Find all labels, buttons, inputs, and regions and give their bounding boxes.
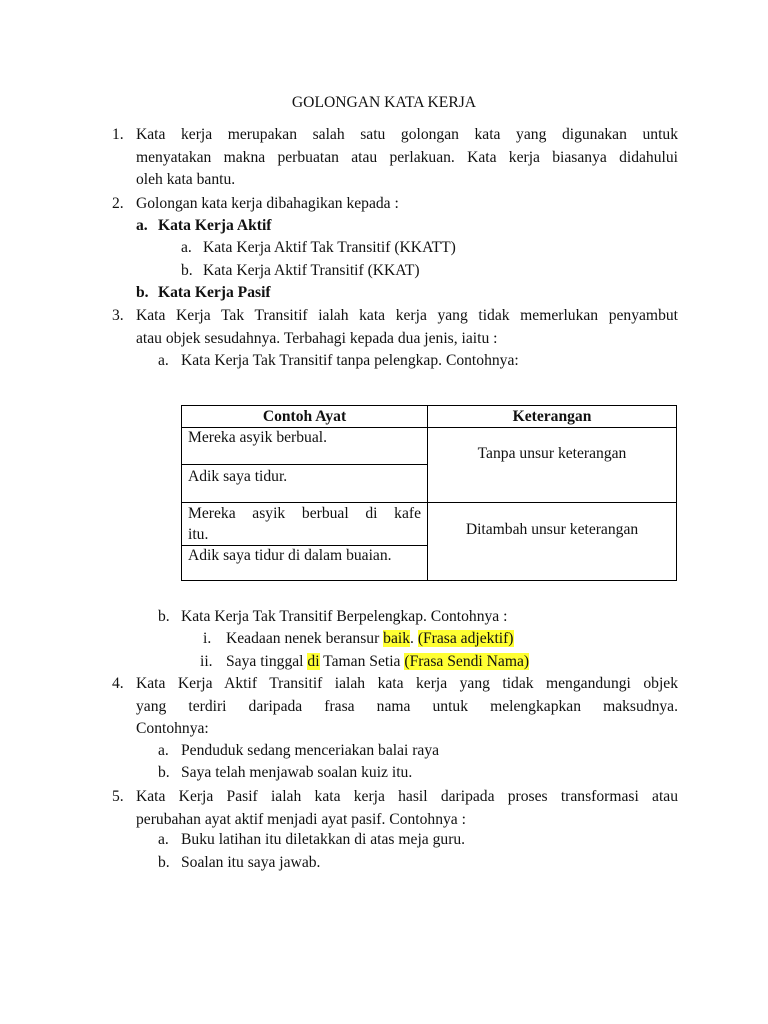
item-3-number: 3. [112, 307, 124, 324]
item-3-a-text: Kata Kerja Tak Transitif tanpa pelengkap. Contohnya: [181, 352, 519, 369]
table-cell-example-3: Mereka asyik berbual di kafe [188, 505, 421, 522]
table-row-divider [182, 464, 427, 465]
example-ii-highlight-word: di [307, 653, 320, 670]
example-ii-highlight-phrase: (Frasa Sendi Nama) [404, 653, 530, 670]
example-ii-pre: Saya tinggal [226, 653, 308, 670]
item-1-line-3: oleh kata bantu. [136, 171, 236, 188]
item-2-number: 2. [112, 195, 124, 212]
item-5-a-text: Buku latihan itu diletakkan di atas meja guru. [181, 831, 466, 848]
item-5-line-2: perubahan ayat aktif menjadi ayat pasif. Contohnya : [136, 810, 466, 828]
item-4-number: 4. [112, 675, 124, 692]
item-5-number: 5. [112, 788, 124, 805]
table-note-2: Ditambah unsur keterangan [465, 521, 639, 538]
item-5-b-label: b. [158, 854, 170, 871]
item-2-text: Golongan kata kerja dibahagikan kepada : [136, 195, 399, 212]
table-note-1: Tanpa unsur keterangan [477, 445, 627, 462]
item-4-a-text: Penduduk sedang menceriakan balai raya [181, 742, 440, 759]
item-5-text [136, 786, 678, 831]
example-ii-text [226, 651, 529, 674]
item-2-a-label: a. [136, 217, 148, 234]
table-column-divider [427, 406, 428, 580]
table-header-keterangan: Keterangan [512, 408, 592, 425]
item-1-line-1: Kata kerja merupakan salah satu golongan kata yang digunakan untuk [136, 126, 678, 143]
item-2-a-sub-a-text: Kata Kerja Aktif Tak Transitif (KKATT) [203, 239, 456, 256]
item-4-line-2: yang terdiri daripada frasa nama untuk melengkapkan maksudnya. [136, 697, 678, 715]
item-3-b-label: b. [158, 608, 170, 625]
table-cell-example-1: Mereka asyik berbual. [188, 429, 327, 446]
item-4-line-1: Kata Kerja Aktif Transitif ialah kata kerja yang tidak mengandungi objek [136, 675, 678, 692]
table-header-contoh-ayat: Contoh Ayat [262, 408, 347, 425]
item-1-number: 1. [112, 126, 124, 143]
item-5-a-label: a. [158, 831, 169, 848]
example-ii-mid: Taman Setia [319, 653, 405, 670]
example-i-highlight-word: baik [383, 630, 411, 647]
item-4-b-label: b. [158, 764, 170, 781]
item-1-text [136, 124, 678, 192]
item-2-b-label: b. [136, 284, 149, 301]
example-i-highlight-phrase: (Frasa adjektif) [417, 630, 514, 647]
item-2-b-heading: Kata Kerja Pasif [158, 284, 271, 301]
item-1-line-2: menyatakan makna perbuatan atau perlakuan. Kata kerja biasanya didahului [136, 148, 678, 166]
table-cell-example-4: Adik saya tidur di dalam buaian. [188, 547, 392, 564]
item-2-a-sub-a-label: a. [181, 239, 192, 256]
example-i-mid: . [410, 630, 418, 647]
example-i-pre: Keadaan nenek beransur [226, 630, 384, 647]
item-4-text [136, 673, 678, 741]
item-2-a-heading: Kata Kerja Aktif [158, 217, 272, 234]
item-5-b-text: Soalan itu saya jawab. [181, 854, 321, 871]
item-3-line-1: Kata Kerja Tak Transitif ialah kata kerja yang tidak memerlukan penyambut [136, 307, 678, 324]
item-3-b-text: Kata Kerja Tak Transitif Berpelengkap. Contohnya : [181, 608, 508, 625]
item-4-a-label: a. [158, 742, 169, 759]
item-3-line-2: atau objek sesudahnya. Terbahagi kepada dua jenis, iaitu : [136, 329, 498, 347]
item-5-line-1: Kata Kerja Pasif ialah kata kerja hasil daripada proses transformasi atau [136, 788, 678, 805]
example-ii-label: ii. [200, 653, 213, 670]
item-4-line-3: Contohnya: [136, 720, 209, 737]
item-3-a-label: a. [158, 352, 169, 369]
item-2-a-sub-b-text: Kata Kerja Aktif Transitif (KKAT) [203, 262, 420, 279]
item-3-text [136, 305, 678, 350]
example-i-label: i. [203, 630, 212, 647]
table-cell-example-2: Adik saya tidur. [188, 468, 288, 485]
page-title: GOLONGAN KATA KERJA [291, 94, 477, 111]
table-cell-example-3-cont: itu. [188, 526, 209, 543]
example-i-text [226, 628, 514, 651]
example-table [181, 405, 677, 581]
item-4-b-text: Saya telah menjawab soalan kuiz itu. [181, 764, 413, 781]
item-2-a-sub-b-label: b. [181, 262, 193, 279]
